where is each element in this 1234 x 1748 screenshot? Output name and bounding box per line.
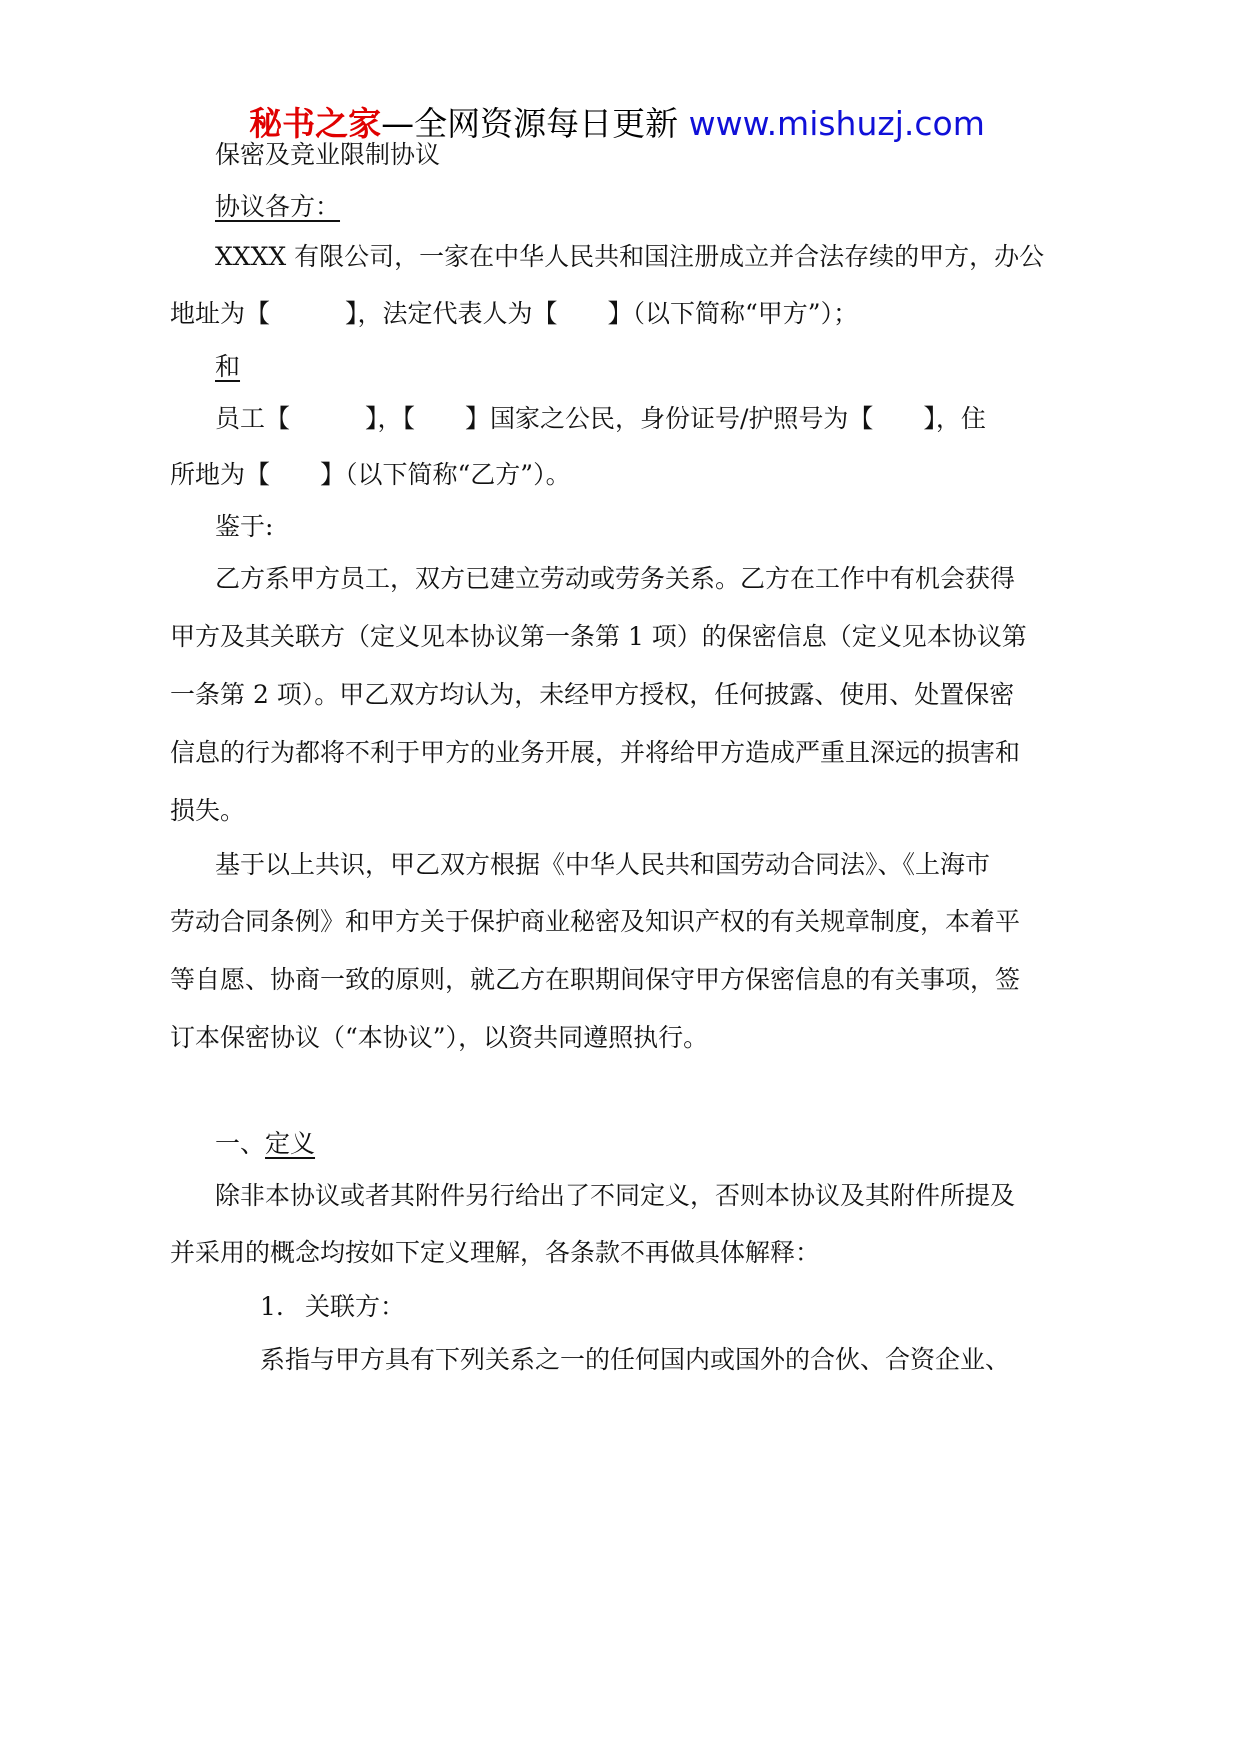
section-1-title: 定义 (265, 1129, 316, 1158)
definitions-line: 除非本协议或者其附件另行给出了不同定义，否则本协议及其附件所提及 (215, 1181, 1016, 1210)
item-1-number: 1. (260, 1292, 284, 1321)
and-connector: 和 (215, 352, 241, 381)
party-a-line-1: XXXX 有限公司，一家在中华人民共和国注册成立并合法存续的甲方，办公 (215, 242, 1045, 271)
recital-2-line: 订本保密协议（“本协议”），以资共同遵照执行。 (170, 1023, 709, 1052)
recital-1-line: 一条第 2 项）。甲乙双方均认为，未经甲方授权，任何披露、使用、处置保密 (170, 680, 1015, 709)
site-banner (0, 102, 1234, 146)
recital-1-line: 信息的行为都将不利于甲方的业务开展，并将给甲方造成严重且深远的损害和 (170, 738, 1021, 767)
banner-brand: 秘书之家 (249, 104, 382, 143)
item-1-text: 系指与甲方具有下列关系之一的任何国内或国外的合伙、合资企业、 (260, 1345, 1011, 1374)
party-b-line-2: 所地为【 】（以下简称“乙方”）。 (170, 460, 571, 489)
party-a-line-2: 地址为【 】，法定代表人为【 】（以下简称“甲方”）； (170, 299, 859, 328)
recital-1-line: 甲方及其关联方（定义见本协议第一条第 1 项）的保密信息（定义见本协议第 (170, 622, 1027, 651)
whereas-heading: 鉴于: (215, 512, 274, 541)
recital-2-line: 基于以上共识，甲乙双方根据《中华人民共和国劳动合同法》、《上海市 (215, 850, 991, 879)
banner-slogan: —全网资源每日更新 (381, 104, 679, 143)
section-1-heading (215, 1127, 315, 1161)
recital-2-line: 劳动合同条例》和甲方关于保护商业秘密及知识产权的有关规章制度，本着平 (170, 907, 1021, 936)
recital-2-line: 等自愿、协商一致的原则，就乙方在职期间保守甲方保密信息的有关事项，签 (170, 965, 1021, 994)
party-b-line-1: 员工【 】，【 】国家之公民，身份证号/护照号为【 】，住 (215, 404, 986, 433)
parties-heading: 协议各方： (215, 192, 341, 221)
banner-url[interactable]: www.mishuzj.com (688, 104, 985, 143)
document-title: 保密及竞业限制协议 (215, 140, 441, 169)
item-1-title: 关联方： (305, 1292, 406, 1321)
recital-1-line: 乙方系甲方员工，双方已建立劳动或劳务关系。乙方在工作中有机会获得 (215, 564, 1016, 593)
recital-1-line: 损失。 (170, 796, 246, 825)
section-1-number: 一、 (215, 1129, 266, 1158)
definitions-line: 并采用的概念均按如下定义理解，各条款不再做具体解释： (170, 1238, 821, 1267)
